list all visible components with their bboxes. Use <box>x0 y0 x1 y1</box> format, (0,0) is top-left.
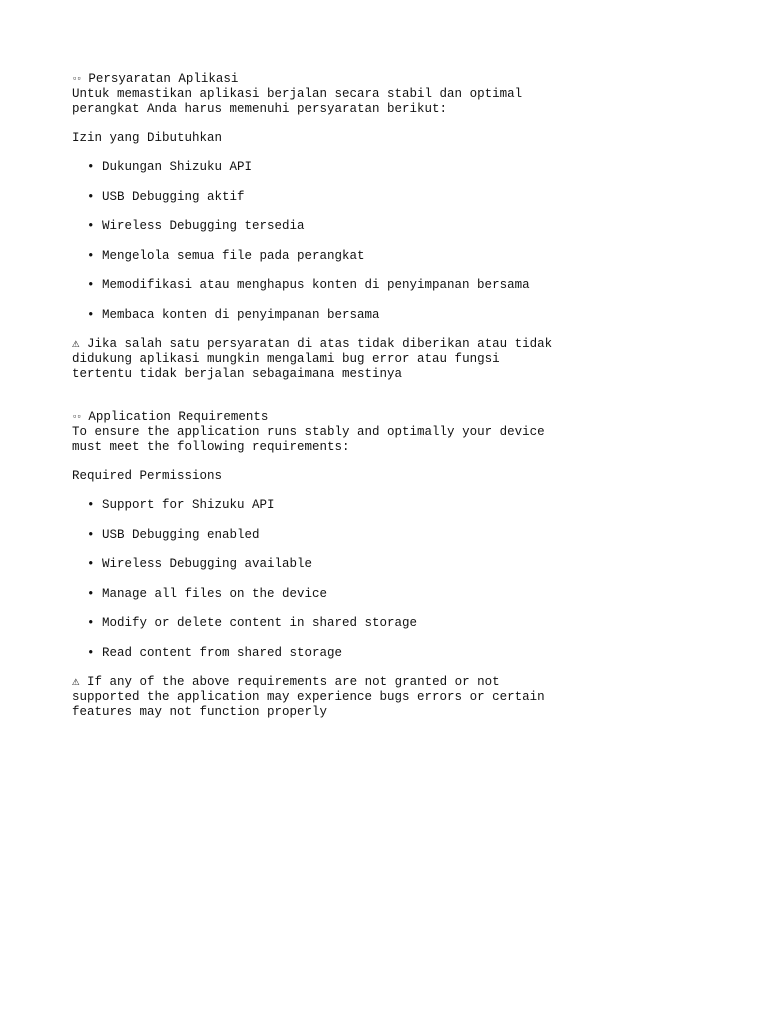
warning-line-3: features may not function properly <box>72 705 328 719</box>
section-indonesian <box>72 72 712 382</box>
permission-text: Mengelola semua file pada perangkat <box>102 248 365 263</box>
bullet-icon: • <box>87 219 95 233</box>
permissions-list <box>72 498 712 661</box>
list-item <box>72 190 712 205</box>
intro-line-1: To ensure the application runs stably and optimally your device <box>72 425 545 439</box>
permission-text: Dukungan Shizuku API <box>102 160 253 174</box>
list-item <box>72 308 712 323</box>
permissions-label: Required Permissions <box>72 469 223 483</box>
bullet-icon: • <box>87 527 95 542</box>
warning-line-2: supported the application may experience bugs errors or certain <box>72 690 545 704</box>
bullet-icon: • <box>87 189 95 204</box>
list-item <box>72 498 712 513</box>
warning-line-2: didukung aplikasi mungkin mengalami bug error atau fungsi <box>72 352 500 366</box>
permissions-label: Izin yang Dibutuhkan <box>72 131 223 145</box>
section-english <box>72 410 712 720</box>
list-item <box>72 160 712 175</box>
warning-line-3: tertentu tidak berjalan sebagaimana mestinya <box>72 367 403 381</box>
bullet-icon: • <box>87 557 95 571</box>
warning-icon: ⚠ <box>72 675 80 689</box>
box-glyph-icon: ▫▫ <box>72 74 81 84</box>
warning-line-1 <box>72 675 712 690</box>
permission-text: Modify or delete content in shared storage <box>102 616 418 630</box>
list-item <box>72 557 712 572</box>
list-item <box>72 587 712 602</box>
permission-text: Read content from shared storage <box>102 645 343 660</box>
permission-text: Manage all files on the device <box>102 586 328 601</box>
document-body <box>72 72 712 720</box>
list-item <box>72 528 712 543</box>
permission-text: Wireless Debugging tersedia <box>102 219 305 233</box>
warning-icon: ⚠ <box>72 337 80 351</box>
intro-line-1: Untuk memastikan aplikasi berjalan secara stabil dan optimal <box>72 87 523 101</box>
bullet-icon: • <box>87 616 95 630</box>
heading-text: Persyaratan Aplikasi <box>88 72 239 86</box>
list-item <box>72 616 712 631</box>
heading-text: Application Requirements <box>88 410 269 424</box>
warning-text: Jika salah satu persyaratan di atas tidak diberikan atau tidak <box>79 337 553 351</box>
warning-text: If any of the above requirements are not granted or not <box>79 675 500 689</box>
permission-text: Wireless Debugging available <box>102 557 313 571</box>
list-item <box>72 219 712 234</box>
intro-line-2: must meet the following requirements: <box>72 440 350 454</box>
bullet-icon: • <box>87 498 95 512</box>
bullet-icon: • <box>87 307 95 322</box>
bullet-icon: • <box>87 586 95 601</box>
permissions-list <box>72 160 712 323</box>
list-item <box>72 278 712 293</box>
permission-text: Memodifikasi atau menghapus konten di penyimpanan bersama <box>102 278 530 292</box>
permission-text: USB Debugging aktif <box>102 189 245 204</box>
list-item <box>72 249 712 264</box>
bullet-icon: • <box>87 645 95 660</box>
warning-line-1 <box>72 337 712 352</box>
bullet-icon: • <box>87 160 95 174</box>
bullet-icon: • <box>87 278 95 292</box>
intro-line-2: perangkat Anda harus memenuhi persyaratan berikut: <box>72 102 448 116</box>
list-item <box>72 646 712 661</box>
section-heading <box>72 410 712 425</box>
section-heading <box>72 72 712 87</box>
bullet-icon: • <box>87 248 95 263</box>
box-glyph-icon: ▫▫ <box>72 412 81 422</box>
permission-text: Support for Shizuku API <box>102 498 275 512</box>
permission-text: Membaca konten di penyimpanan bersama <box>102 307 380 322</box>
permission-text: USB Debugging enabled <box>102 527 260 542</box>
